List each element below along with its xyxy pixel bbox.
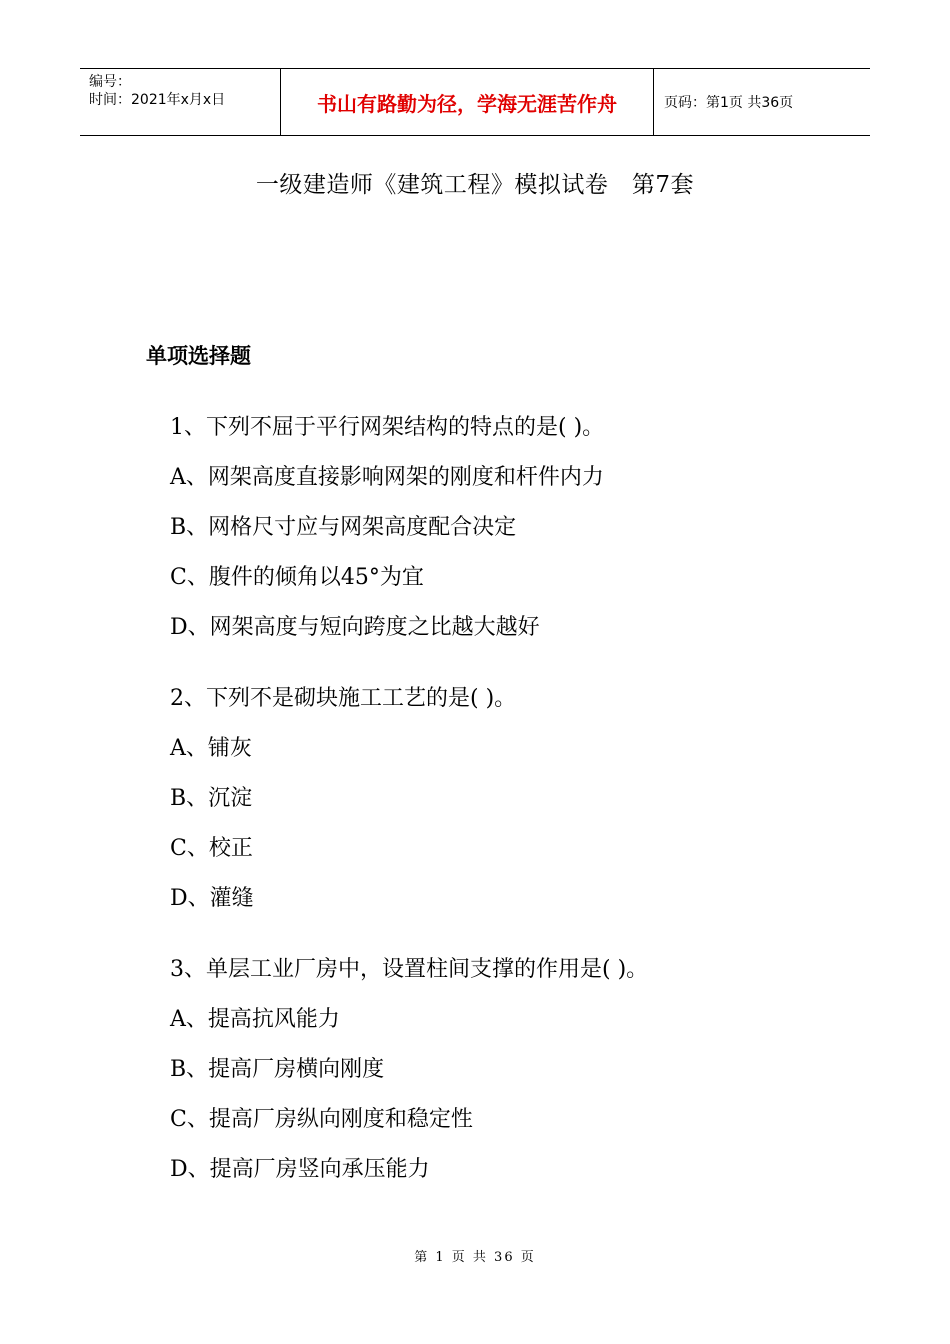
page-info: 页码：第1页 共36页 [664, 95, 794, 111]
option-b: B、网格尺寸应与网架高度配合决定 [170, 515, 517, 540]
question-stem: 1、下列不屈于平行网架结构的特点的是( )。 [170, 415, 605, 440]
option-b: B、沉淀 [170, 786, 253, 811]
option-a: A、铺灰 [170, 736, 252, 761]
question-3 [170, 945, 648, 1195]
time-label: 时间：2021年x月x日 [89, 92, 226, 108]
option-c: C、校正 [170, 836, 253, 861]
option-c: C、提高厂房纵向刚度和稳定性 [170, 1107, 473, 1132]
header-meta-cell [80, 69, 281, 135]
option-d: D、灌缝 [170, 886, 254, 911]
header-page-cell [654, 69, 870, 135]
header-table [80, 68, 870, 136]
option-d: D、提高厂房竖向承压能力 [170, 1157, 430, 1182]
question-2 [170, 674, 516, 924]
question-stem: 3、单层工业厂房中，设置柱间支撑的作用是( )。 [170, 957, 649, 982]
option-a: A、网架高度直接影响网架的刚度和杆件内力 [170, 465, 604, 490]
question-stem: 2、下列不是砌块施工工艺的是( )。 [170, 686, 517, 711]
section-heading: 单项选择题 [146, 344, 251, 368]
page-footer: 第 1 页 共 36 页 [414, 1250, 536, 1265]
option-c: C、腹件的倾角以45°为宜 [170, 565, 424, 590]
option-d: D、网架高度与短向跨度之比越大越好 [170, 615, 540, 640]
motto: 书山有路勤为径，学海无涯苦作舟 [317, 91, 617, 116]
option-b: B、提高厂房横向刚度 [170, 1057, 385, 1082]
header-motto-cell [281, 69, 654, 135]
option-a: A、提高抗风能力 [170, 1007, 340, 1032]
question-1 [170, 403, 604, 653]
document-title: 一级建造师《建筑工程》模拟试卷 第7套 [255, 172, 695, 198]
serial-label: 编号： [89, 74, 131, 90]
